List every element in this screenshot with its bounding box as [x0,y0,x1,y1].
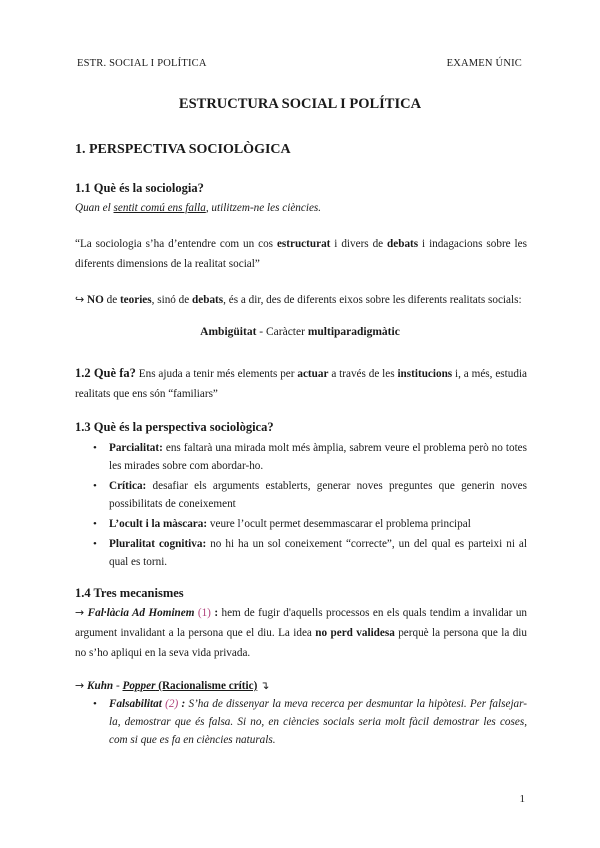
text-run: Ens ajuda a tenir més elements per [135,368,298,380]
header-right: EXAMEN ÚNIC [446,58,522,69]
kuhn-popper-line [75,676,527,696]
section-1-heading: 1. PERSPECTIVA SOCIOLÒGICA [75,142,291,157]
underlined-phrase: sentit comú ens falla [113,202,206,214]
section-1-4-heading: 1.4 Tres mecanismes [75,586,184,600]
bullet-icon: • [93,518,97,530]
text-run: veure l’ocult permet desemmascarar el problema principal [207,518,471,530]
bold-term: Crítica: [109,480,147,492]
section-1-2-paragraph [75,363,527,404]
text-run: , és a dir, des de diferents eixos sobre les diferents realitats socials: [223,294,522,306]
bullet-icon: • [93,480,97,492]
bullet-list [75,439,527,571]
bullet-icon: • [93,442,97,454]
bold-italic-term: Popper [122,680,156,692]
colon: : [210,607,219,619]
text-run: a través de les [328,368,398,380]
text-run: S’ha de dissenyar la meva recerca per desmuntar la hipòtesi. Per falsejar-la, demostrar que és falsa. Si no, en ciències socials seria molt fàcil demostrar les coses, com si que es fa en ciències naturals. [109,698,528,746]
text-run: - Caràcter [256,326,308,338]
bullet-icon: • [93,538,97,550]
page-number: 1 [519,793,525,805]
bold-term: Pluralitat cognitiva: [109,538,207,550]
text-run: i divers de [330,238,388,250]
text-run: Quan el [75,202,114,214]
bold-italic-term: Kuhn [87,680,114,692]
bold-term: Parcialitat: [109,442,163,454]
separator: - [113,680,123,692]
return-arrow-icon: ↪ [75,293,85,306]
header-left: ESTR. SOCIAL I POLÍTICA [77,58,207,69]
bold-term: debats [387,238,419,250]
bold-term: Ambigüitat [200,326,257,338]
bold-term: estructurat [276,238,331,250]
section-1-3-heading: 1.3 Què és la perspectiva sociològica? [75,420,274,434]
bold-italic-term: Fal·làcia Ad Hominem [87,607,195,619]
bold-term: teories [119,294,152,306]
bold-term: (Racionalisme crític) [155,680,258,692]
text-run: i, a més, estudia realitats que ens són “familiars” [75,368,528,400]
bold-term: NO [87,294,104,306]
text-run: de [103,294,120,306]
reference-number: (2) [165,698,179,710]
text-run: , sinó de [151,294,193,306]
perspective-list [75,439,527,573]
section-1-1-heading: 1.1 Què és la sociologia? [75,181,204,195]
list-item [75,695,527,749]
text-run: desafiar els arguments establerts, generar noves preguntes que generin noves possibilitats de coneixement [109,480,527,510]
right-arrow-icon: → [75,606,85,619]
bold-term: L’ocult i la màscara: [109,518,208,530]
right-arrow-icon: → [75,679,85,692]
text-run: ens faltarà una mirada molt més àmplia, sabrem veure el problema però no totes les mirades sobre com abordar-ho. [109,442,527,472]
bold-term: actuar [297,368,329,380]
text-run: hem de fugir d'aquells processos en els quals tendim a invalidar un argument invalidant a la persona que el diu. La idea [75,607,528,639]
document-title: ESTRUCTURA SOCIAL I POLÍTICA [178,96,422,112]
bold-italic-term: Falsabilitat [109,698,162,710]
no-theories-line [75,290,527,310]
bold-term: no perd validesa [315,627,395,639]
bold-term: multiparadigmàtic [307,326,400,338]
bold-term: debats [192,294,224,306]
list-item [75,477,527,513]
colon: : [178,698,186,710]
text-run: , utilitzem-ne les ciències. [205,202,322,214]
list-item [75,515,527,533]
fallacy-paragraph [75,603,527,663]
falsability-list [75,695,527,751]
common-sense-line [75,198,527,218]
text-run: no hi ha un sol coneixement “correcte”, un del qual es parteixi ni al qual es torni. [109,538,527,568]
bold-term: institucions [397,368,453,380]
bullet-icon: • [93,698,97,710]
text-run: i indagacions sobre les diferents dimensions de la realitat social” [75,238,527,270]
bullet-list [75,695,527,749]
sociology-quote [75,234,527,274]
section-1-2-heading: 1.2 Què fa? [75,366,136,380]
list-item [75,535,527,571]
ambiguity-line [0,326,600,338]
list-item [75,439,527,475]
text-run: perquè la persona que la diu no s’ho apliqui en la seva vida privada. [75,627,527,659]
text-run: “La sociologia s’ha d’entendre com un cos [75,238,277,250]
down-arrow-icon: ↴ [260,679,270,692]
reference-number: (1) [197,607,211,619]
